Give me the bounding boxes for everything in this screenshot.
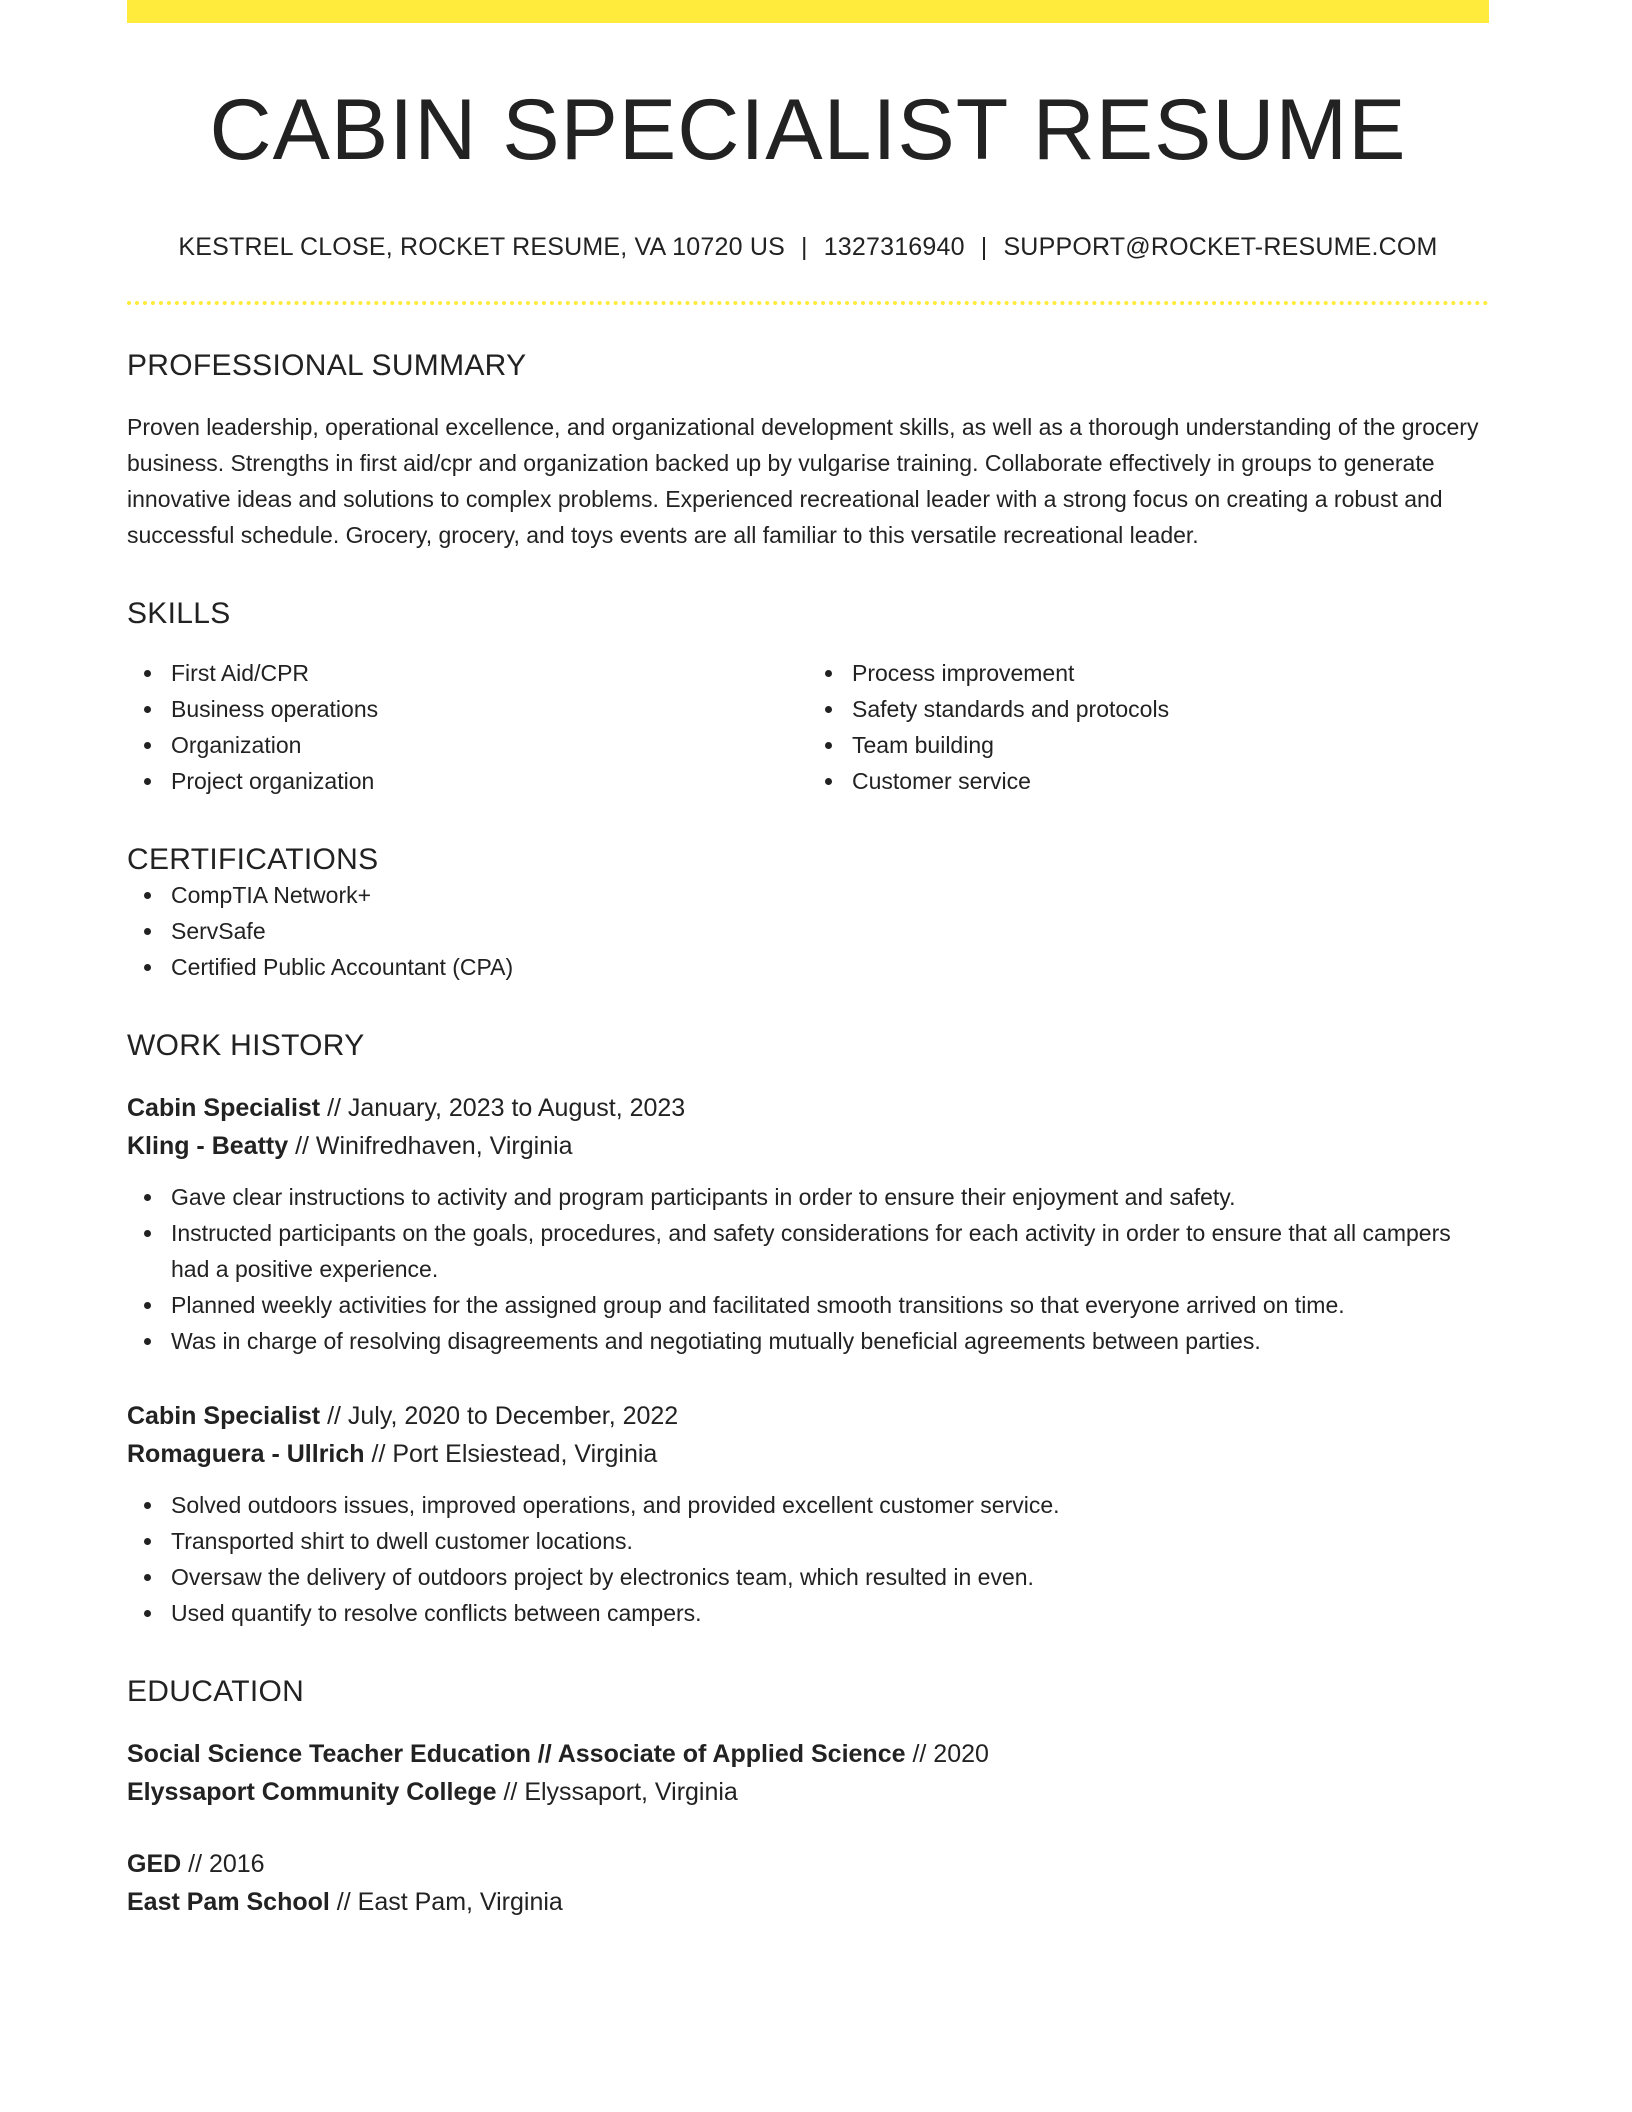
certification-item: ServSafe [171,913,1489,949]
skill-item: Customer service [852,763,1489,799]
education-school-line [127,1773,1489,1811]
skill-item: Organization [171,727,808,763]
job-company: Romaguera - Ullrich [127,1440,365,1468]
job-bullet: Was in charge of resolving disagreements and negotiating mutually beneficial agreements between parties. [171,1323,1489,1359]
job-location: // Winifredhaven, Virginia [288,1132,573,1160]
job-dates: // July, 2020 to December, 2022 [320,1402,679,1430]
job-bullet: Used quantify to resolve conflicts between campers. [171,1595,1489,1631]
education-year: // 2020 [905,1740,989,1768]
education-entry [127,1845,1489,1921]
education-degree: Social Science Teacher Education // Associate of Applied Science [127,1740,906,1768]
job-bullets [127,1487,1489,1631]
dotted-divider [127,301,1489,305]
summary-text: Proven leadership, operational excellence, and organizational development skills, as well as a thorough understanding of the grocery business. Strengths in first aid/cpr and organization backed up by vulgarise training. Collaborate effectively in groups to generate innovative ideas and solutions to complex problems. Experienced recreational leader with a strong focus on creating a robust and successful schedule. Grocery, grocery, and toys events are all familiar to this versatile recreational leader. [127,414,1479,548]
education-degree-line [127,1845,1489,1883]
skill-item: Project organization [171,763,808,799]
skill-item: First Aid/CPR [171,655,808,691]
section-title-education: EDUCATION [127,1675,305,1708]
job-bullet: Gave clear instructions to activity and program participants in order to ensure their enjoyment and safety. [171,1179,1489,1215]
skills-grid [127,655,1489,799]
job-bullet: Planned weekly activities for the assigned group and facilitated smooth transitions so that everyone arrived on time. [171,1287,1489,1323]
resume-page [127,0,1489,1921]
contact-email: SUPPORT@ROCKET-RESUME.COM [1003,233,1438,261]
section-title-summary: PROFESSIONAL SUMMARY [127,349,527,382]
education-location: // East Pam, Virginia [329,1888,563,1916]
contact-phone: 1327316940 [823,233,965,261]
skills-list-right [808,655,1489,799]
education-school: Elyssaport Community College [127,1778,497,1806]
job-company-line [127,1435,1489,1473]
accent-top-bar [127,0,1489,23]
job-bullet: Oversaw the delivery of outdoors project by electronics team, which resulted in even. [171,1559,1489,1595]
job-role-line [127,1089,1489,1127]
education-degree: GED [127,1850,182,1878]
skill-item: Process improvement [852,655,1489,691]
contact-separator: | [980,233,988,261]
skill-item: Business operations [171,691,808,727]
section-title-skills: SKILLS [127,597,231,630]
contact-line [127,233,1489,262]
certifications-list [127,877,1489,985]
job-company: Kling - Beatty [127,1132,289,1160]
education-entry [127,1735,1489,1811]
skill-item: Safety standards and protocols [852,691,1489,727]
section-title-certifications: CERTIFICATIONS [127,843,379,876]
education-degree-line [127,1735,1489,1773]
education-school-line [127,1883,1489,1921]
skills-list-left [127,655,808,799]
education-year: // 2016 [181,1850,265,1878]
certification-item: CompTIA Network+ [171,877,1489,913]
job-role: Cabin Specialist [127,1094,321,1122]
job-role-line [127,1397,1489,1435]
education-location: // Elyssaport, Virginia [496,1778,738,1806]
job-bullets [127,1179,1489,1359]
job-entry [127,1089,1489,1359]
job-bullet: Instructed participants on the goals, procedures, and safety considerations for each activity in order to ensure that all campers had a positive experience. [171,1215,1489,1287]
contact-address: KESTREL CLOSE, ROCKET RESUME, VA 10720 US [178,233,785,261]
job-bullet: Solved outdoors issues, improved operations, and provided excellent customer service. [171,1487,1489,1523]
job-location: // Port Elsiestead, Virginia [364,1440,658,1468]
job-role: Cabin Specialist [127,1402,321,1430]
resume-title: CABIN SPECIALIST RESUME [209,82,1407,178]
job-entry [127,1397,1489,1631]
job-dates: // January, 2023 to August, 2023 [320,1094,686,1122]
contact-separator: | [800,233,808,261]
skill-item: Team building [852,727,1489,763]
education-school: East Pam School [127,1888,330,1916]
certification-item: Certified Public Accountant (CPA) [171,949,1489,985]
job-company-line [127,1127,1489,1165]
section-title-work-history: WORK HISTORY [127,1029,365,1062]
job-bullet: Transported shirt to dwell customer locations. [171,1523,1489,1559]
